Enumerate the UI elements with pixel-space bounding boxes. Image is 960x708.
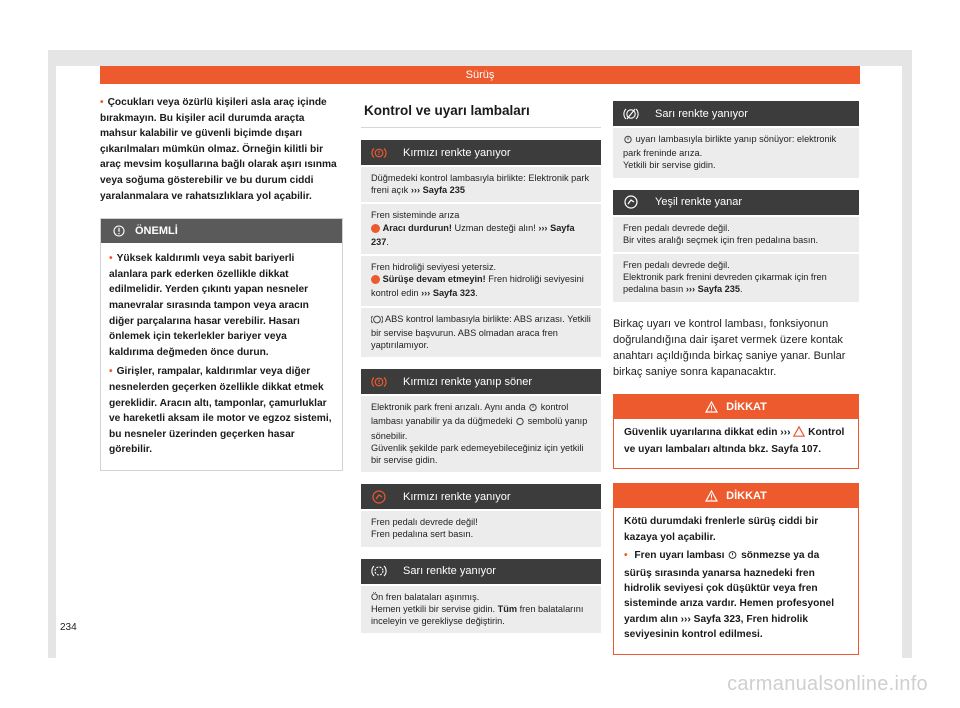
warning-title: DİKKAT (726, 490, 767, 503)
box-text: Bir vites aralığı seçmek için fren pedalına basın. (623, 234, 819, 245)
box-bold-text: Sürüşe devam etmeyin! (382, 274, 486, 285)
box-text: Elektronik park frenini devreden çıkarmak için fren pedalına basın (623, 272, 827, 295)
warning-title: DİKKAT (726, 400, 767, 413)
box-text: Uzman desteği alın! (454, 222, 536, 233)
strip-label: Kırmızı renkte yanıp söner (403, 375, 532, 388)
box-text: Fren pedalına sert basın. (371, 529, 474, 540)
box-text: fren balatalarını inceleyin ve gerekliyse değiştirin. (371, 603, 584, 627)
info-box (613, 254, 859, 302)
indicator-strip-green (613, 190, 859, 215)
info-box (361, 396, 601, 472)
brake-icon (623, 135, 633, 147)
warning-text (624, 425, 848, 458)
notice-header (101, 219, 342, 243)
info-circle-icon (113, 225, 125, 237)
info-box (361, 167, 601, 202)
box-text: Fren sisteminde arıza (371, 210, 460, 221)
warning-text-part: sönmezse ya da sürüş sırasında yanarsa haznedeki fren hidrolik seviyesi çok düşüktür veya fren sisteminde arıza vardır. Hemen profesyonel yardım alın (624, 550, 835, 625)
column-right (613, 89, 859, 655)
box-text: Düğmedeki kontrol lambasıyla birlikte: Elektronik park freni açık (371, 173, 590, 196)
warning-text: Kötü durumdaki frenlerle sürüş ciddi bir kazaya yol açabilir. (624, 516, 819, 543)
warning-header (614, 484, 858, 508)
box-bold-text: Aracı durdurun! (382, 222, 452, 233)
box-text: Fren pedalı devrede değil. (623, 260, 730, 271)
warning-triangle-icon (705, 401, 718, 413)
box-text: Yetkili bir servise gidin. (623, 160, 716, 171)
section-title: Kontrol ve uyarı lambaları (361, 95, 601, 128)
box-text: Fren hidroliği seviyesi yetersiz. (371, 262, 497, 273)
box-text: Ön fren balataları aşınmış. (371, 591, 480, 602)
indicator-strip-red-pedal (361, 484, 601, 509)
ref-arrow: ››› (421, 288, 431, 299)
box-text: ABS kontrol lambasıyla birlikte: ABS arızası. Yetkili bir servise başvurun. ABS olmadan araca fren yaptırılamıyor. (371, 313, 591, 351)
info-box (613, 128, 859, 178)
indicator-strip-yellow-park (613, 101, 859, 126)
indicator-strip-red (361, 140, 601, 165)
foot-pedal-green-icon (613, 195, 649, 209)
info-box (613, 217, 859, 252)
box-text: Fren hidroliği seviyesini kontrol edin (371, 274, 584, 299)
child-warning-text: • Çocukları veya özürlü kişileri asla araç içinde bırakmayın. Bu kişiler acil durumda araçta mahsur kalabilir ve güvenli biçimde dışarı çıkarılmaları mümkün olmaz. Örneğin kilitli bir araç mevsim koşullarına bağlı olarak aşırı ısınma veya soğuma gösterebilir ve bu durum ciddi yaralanmalara ve rahatsızlıklara yol açabilir. (100, 95, 343, 204)
strip-label: Kırmızı renkte yanıyor (403, 490, 511, 503)
page-ref-link[interactable]: Sayfa 323 (432, 288, 476, 299)
box-text: Fren pedalı devrede değil. (623, 222, 730, 233)
watermark: carmanualsonline.info (727, 673, 928, 695)
notice-item: • Girişler, rampalar, kaldırımlar veya diğer nesnelerden geçerken özellikle dikkat etmek gereklidir. Aracın altı, tamponlar, çamurluklar ve hareketli aksam ile motor ve egzoz sistemi, bu nesneler üzerinden geçerken hasar görebilir. (109, 364, 334, 458)
chapter-header: Sürüş (100, 66, 860, 84)
stop-dot-icon (371, 275, 380, 287)
warning-text (624, 548, 848, 642)
brake-warning-red-icon (361, 376, 397, 388)
strip-label: Kırmızı renkte yanıyor (403, 146, 511, 159)
park-brake-icon (515, 417, 525, 429)
ref-arrow: ››› (680, 613, 691, 625)
strip-label: Sarı renkte yanıyor (655, 107, 748, 120)
notice-title: ÖNEMLİ (135, 225, 178, 238)
page-number: 234 (60, 622, 77, 633)
box-text: sembolü yanıp sönebilir. (371, 416, 588, 441)
page-ref-link[interactable]: Sayfa 235 (422, 185, 465, 196)
park-brake-fault-icon (613, 107, 649, 121)
info-box (361, 256, 601, 306)
box-text: . (740, 284, 743, 295)
box-text: uyarı lambasıyla birlikte yanıp sönüyor: elektronik park freninde arıza. (623, 134, 837, 159)
box-bold-text: Tüm (497, 603, 518, 614)
brake-warning-red-icon (361, 147, 397, 159)
indicator-strip-red-flashing (361, 369, 601, 394)
info-box (361, 308, 601, 358)
box-text: Elektronik park freni arızalı. Aynı anda (371, 402, 526, 413)
warning-body (614, 419, 858, 469)
brake-icon (727, 550, 738, 565)
page-ref-link[interactable]: Kontrol ve uyarı lambaları altında bkz. Sayfa 107. (624, 426, 845, 456)
info-box (361, 511, 601, 546)
page-ref-link[interactable]: Sayfa 323, Fren hidrolik seviyesinin kontrol edilmesi. (624, 613, 809, 641)
strip-label: Yeşil renkte yanar (655, 196, 743, 209)
notice-item: • Yüksek kaldırımlı veya sabit bariyerli alanlara park ederken özellikle dikkat edilmelidir. Yerden çıkıntı yapan nesneler manevralar sırasında tampon veya aracın diğer parçalarına hasar verebilir. Hasarı önlemek için tekerlekler bariyer veya kaldırıma değmeden önce durun. (109, 251, 334, 360)
box-text: . (386, 236, 389, 247)
warning-body (614, 508, 858, 653)
warning-text-part: Fren uyarı lambası (634, 550, 725, 562)
warning-box (613, 394, 859, 470)
box-text: Fren pedalı devrede değil! (371, 517, 478, 528)
ref-arrow: ››› (538, 222, 548, 233)
box-text: kontrol lambası yanabilir ya da düğmedeki (371, 402, 569, 427)
box-text: Güvenlik şekilde park edemeyebileceğiniz için yetkili bir servise gidin. (371, 442, 584, 466)
column-middle (361, 95, 601, 633)
warning-header (614, 395, 858, 419)
ref-arrow: ››› (410, 185, 421, 196)
page-ref-link[interactable]: Sayfa 237 (371, 222, 575, 247)
notice-body (101, 243, 342, 470)
notice-box (100, 218, 343, 471)
foot-pedal-red-icon (361, 490, 397, 504)
warning-triangle-icon (705, 490, 718, 502)
intro-paragraph: Birkaç uyarı ve kontrol lambası, fonksiyonun doğrulandığına dair işaret vermek üzere kontak anahtarı açıldığında birkaç saniye yanar. Bunlar birkaç saniye sonra kapanacaktır. (613, 317, 846, 378)
info-box (361, 586, 601, 634)
ref-arrow: ››› (685, 284, 696, 295)
column-left (100, 95, 343, 471)
brake-icon (528, 403, 538, 415)
ref-arrow: ››› (780, 426, 791, 438)
stop-dot-icon (371, 224, 380, 236)
abs-icon (371, 315, 383, 327)
box-text: . (475, 288, 478, 299)
info-box (361, 204, 601, 254)
box-text: Hemen yetkili bir servise gidin. (371, 603, 496, 614)
warning-triangle-icon (793, 426, 805, 442)
indicator-strip-yellow (361, 559, 601, 584)
brake-pad-wear-icon (361, 564, 397, 578)
strip-label: Sarı renkte yanıyor (403, 565, 496, 578)
warning-box (613, 483, 859, 654)
page-ref-link[interactable]: Sayfa 235 (697, 284, 740, 295)
warning-text-part: Güvenlik uyarılarına dikkat edin (624, 426, 778, 438)
